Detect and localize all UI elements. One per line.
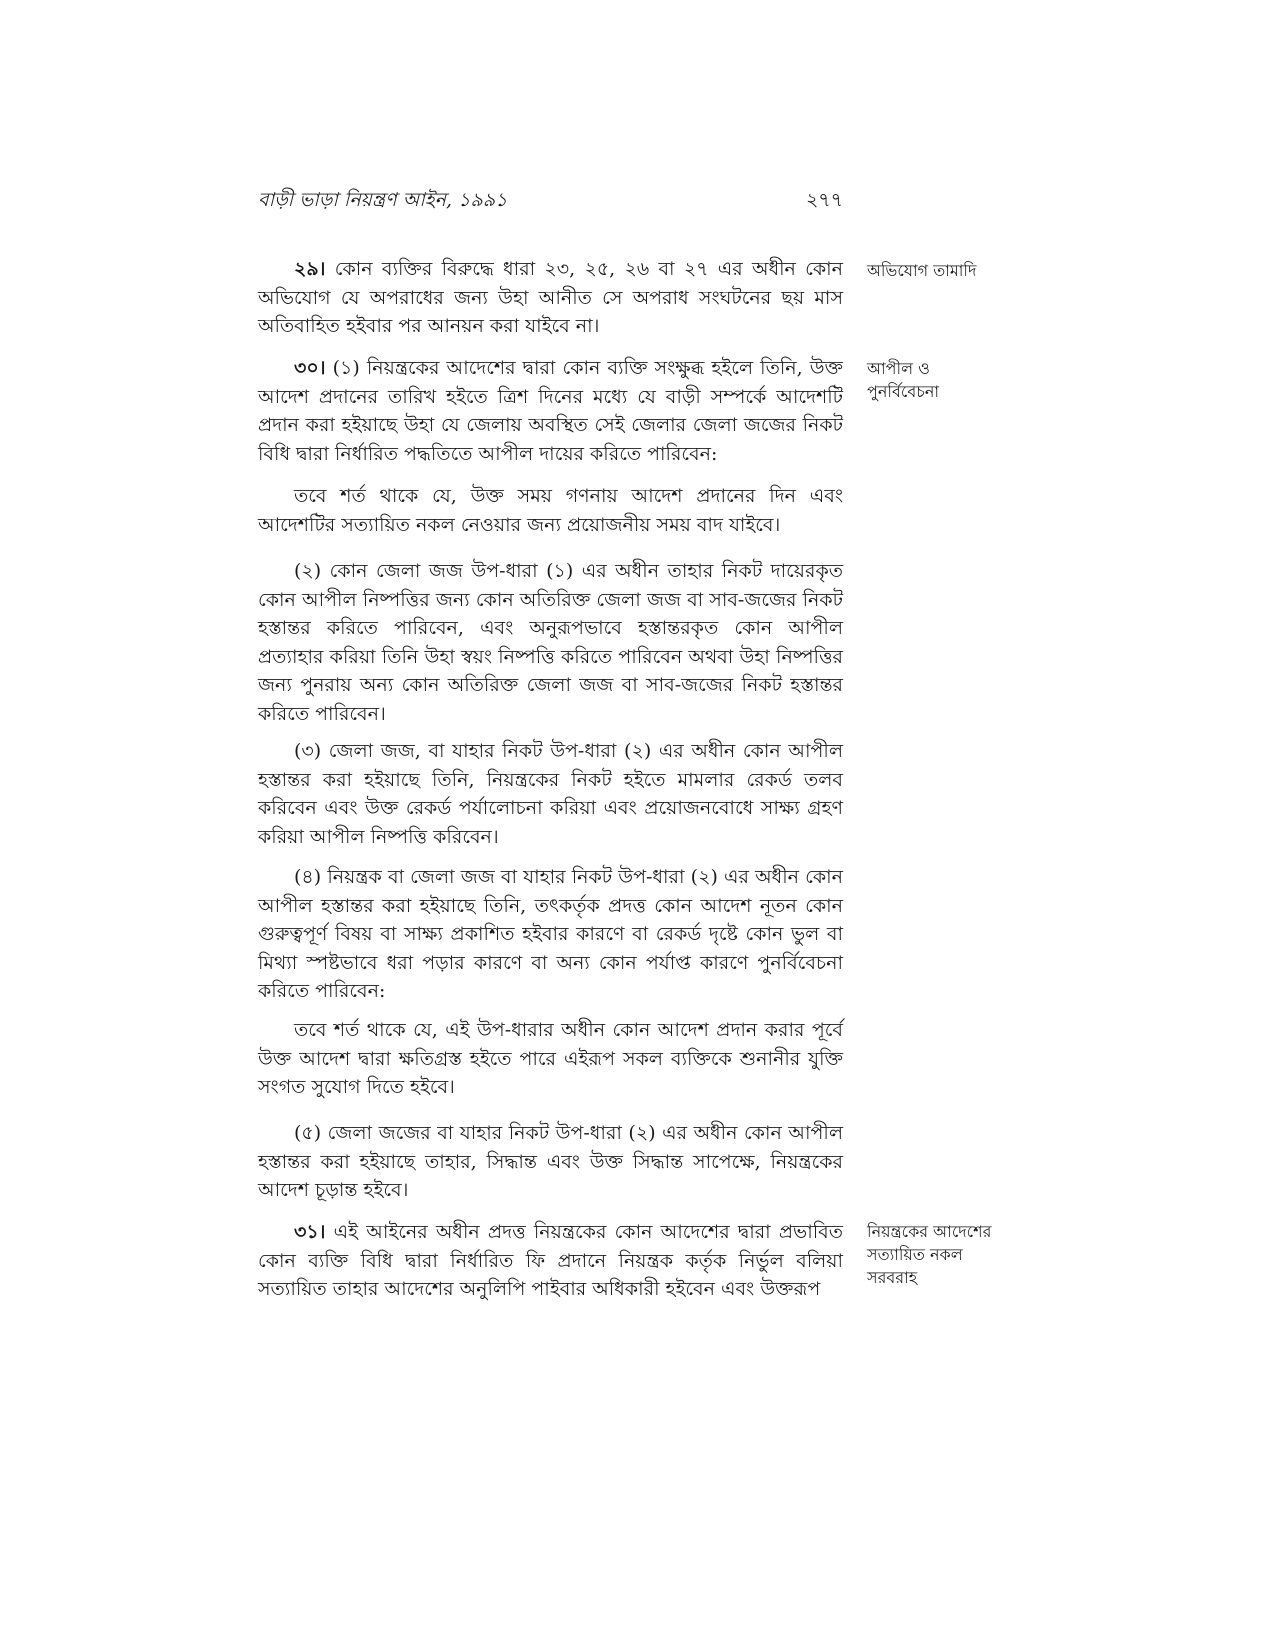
section-31-text: এই আইনের অধীন প্রদত্ত নিয়ন্ত্রকের কোন আদেশের দ্বারা প্রভাবিত কোন ব্যক্তি বিধি দ্বারা নির্ধারিত ফি প্রদানে নিয়ন্ত্রক কর্তৃক নির্ভুল বলিয়া সত্যায়িত তাহার আদেশের অনুলিপি পাইবার অধিকারী হইবেন এবং উক্তরূপ [258, 1221, 843, 1300]
running-title: বাড়ী ভাড়া নিয়ন্ত্রণ আইন, ১৯৯১ [258, 189, 508, 211]
section-29-number: ২৯। [294, 258, 326, 280]
section-30-sub4: (৪) নিয়ন্ত্রক বা জেলা জজ বা যাহার নিকট উপ-ধারা (২) এর অধীন কোন আপীল হস্তান্তর করা হইয়াছে তিনি, তৎকর্তৃক প্রদত্ত কোন আদেশ নূতন কোন গুরুত্বপূর্ণ বিষয় বা সাক্ষ্য প্রকাশিত হইবার কারণে বা রেকর্ড দৃষ্টে কোন ভুল বা মিথ্যা স্পষ্টভাবে ধরা পড়ার কারণে বা অন্য কোন পর্যাপ্ত কারণে পুনর্বিবেচনা করিতে পারিবেন: [258, 866, 843, 1002]
section-31-margin-note-line3: সরবরাহ [867, 1268, 918, 1287]
section-30-sub2: (২) কোন জেলা জজ উপ-ধারা (১) এর অধীন তাহার নিকট দায়েরকৃত কোন আপীল নিষ্পত্তির জন্য কোন অতিরিক্ত জেলা জজ বা সাব-জজের নিকট হস্তান্তর করিতে পারিবেন, এবং অনুরূপভাবে হস্তান্তরকৃত কোন আপীল প্রত্যাহার করিয়া তিনি উহা স্বয়ং নিষ্পত্তি করিতে পারিবেন অথবা উহা নিষ্পত্তির জন্য পুনরায় অন্য কোন অতিরিক্ত জেলা জজ বা সাব-জজের নিকট হস্তান্তর করিতে পারিবেন। [258, 560, 843, 725]
section-30-sub1-text: (১) নিয়ন্ত্রকের আদেশের দ্বারা কোন ব্যক্তি সংক্ষুব্ধ হইলে তিনি, উক্ত আদেশ প্রদানের তারিখ হইতে ত্রিশ দিনের মধ্যে যে বাড়ী সম্পর্কে আদেশটি প্রদান করা হইয়াছে উহা যে জেলায় অবস্থিত সেই জেলার জেলা জজের নিকট বিধি দ্বারা নির্ধারিত পদ্ধতিতে আপীল দায়ের করিতে পারিবেন: [258, 357, 843, 465]
section-31 [258, 1218, 843, 1304]
section-29 [258, 255, 843, 341]
section-30-sub3: (৩) জেলা জজ, বা যাহার নিকট উপ-ধারা (২) এর অধীন কোন আপীল হস্তান্তর করা হইয়াছে তিনি, নিয়ন্ত্রকের নিকট হইতে মামলার রেকর্ড তলব করিবেন এবং উক্ত রেকর্ড পর্যালোচনা করিয়া এবং প্রয়োজনবোধে সাক্ষ্য গ্রহণ করিয়া আপীল নিষ্পত্তি করিবেন। [258, 740, 843, 848]
section-30-proviso-2: তবে শর্ত থাকে যে, এই উপ-ধারার অধীন কোন আদেশ প্রদান করার পূর্বে উক্ত আদেশ দ্বারা ক্ষতিগ্রস্ত হইতে পারে এইরূপ সকল ব্যক্তিকে শুনানীর যুক্তি সংগত সুযোগ দিতে হইবে। [258, 1019, 843, 1098]
section-31-number: ৩১। [294, 1221, 326, 1243]
section-31-margin-note-line2: সত্যায়িত নকল [867, 1245, 963, 1264]
section-30-margin-note-line1: আপীল ও [867, 359, 930, 378]
section-29-margin-note: অভিযোগ তামাদি [867, 261, 977, 280]
section-30-sub1 [258, 354, 843, 468]
section-29-text: কোন ব্যক্তির বিরুদ্ধে ধারা ২৩, ২৫, ২৬ বা ২৭ এর অধীন কোন অভিযোগ যে অপরাধের জন্য উহা আনীত সে অপরাধ সংঘটনের ছয় মাস অতিবাহিত হইবার পর আনয়ন করা যাইবে না। [258, 258, 843, 337]
page-header [258, 186, 843, 216]
section-30-margin-note-line2: পুনর্বিবেচনা [867, 382, 940, 401]
section-30-number: ৩০। [294, 357, 326, 379]
section-30-sub5: (৫) জেলা জজের বা যাহার নিকট উপ-ধারা (২) এর অধীন কোন আপীল হস্তান্তর করা হইয়াছে তাহার, সিদ্ধান্ত এবং উক্ত সিদ্ধান্ত সাপেক্ষে, নিয়ন্ত্রকের আদেশ চূড়ান্ত হইবে। [258, 1122, 843, 1201]
section-31-margin-note-line1: নিয়ন্ত্রকের আদেশের [867, 1222, 992, 1241]
section-30-margin-note [867, 357, 1027, 403]
section-31-margin-note [867, 1220, 1027, 1289]
page-number: ২৭৭ [805, 189, 843, 211]
section-30-proviso-1: তবে শর্ত থাকে যে, উক্ত সময় গণনায় আদেশ প্রদানের দিন এবং আদেশটির সত্যায়িত নকল নেওয়ার জন্য প্রয়োজনীয় সময় বাদ যাইবে। [258, 485, 843, 536]
